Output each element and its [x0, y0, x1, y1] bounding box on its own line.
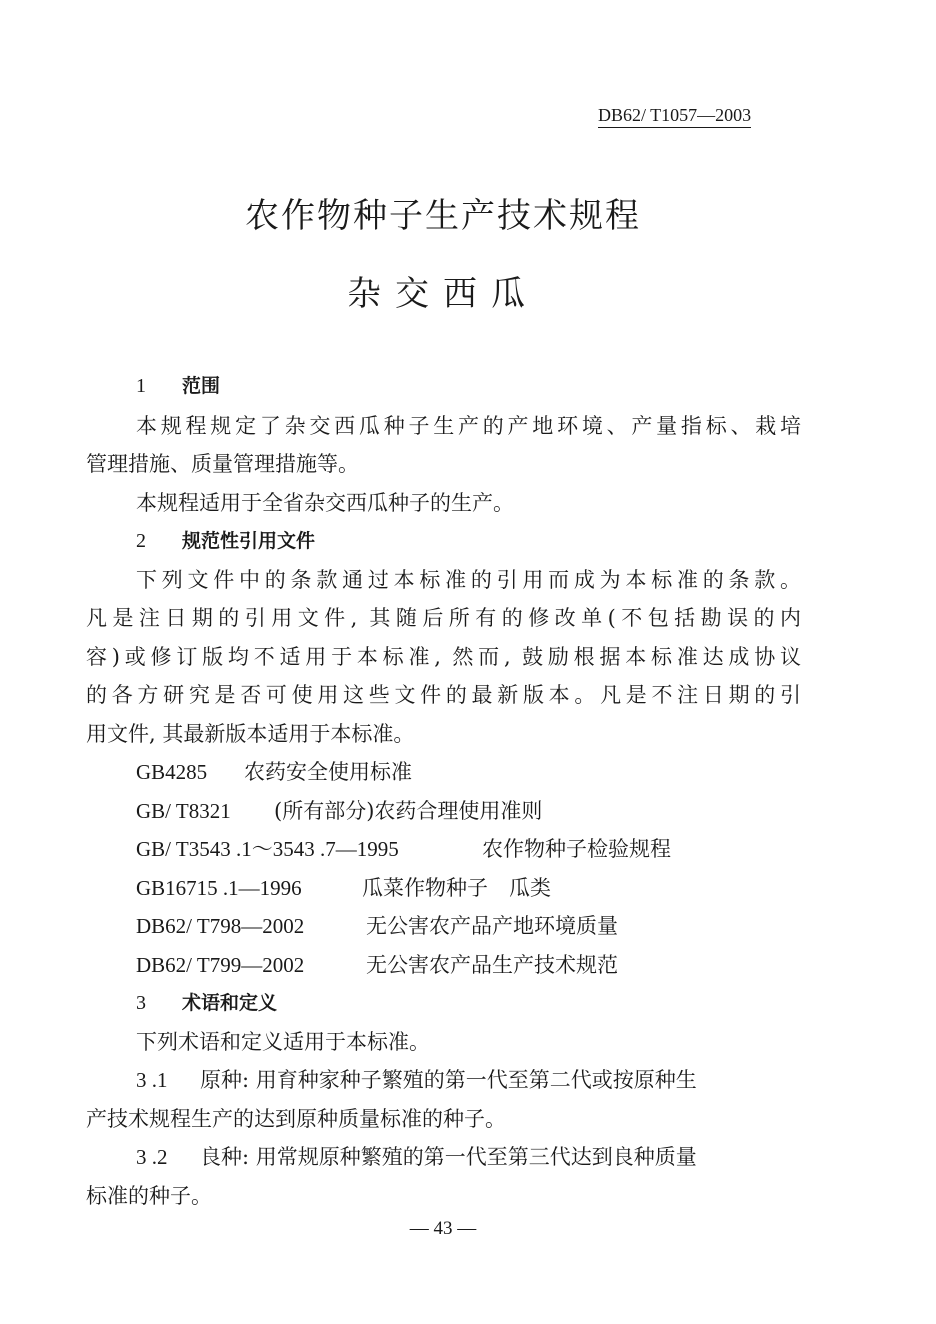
section-heading-3 — [136, 984, 801, 1022]
section-title: 术语和定义 — [182, 992, 278, 1014]
reference-item — [136, 830, 801, 868]
term-number: 3 .2 — [136, 1145, 168, 1169]
paragraph-line: 标准的种子。 — [86, 1184, 212, 1208]
reference-title: 无公害农产品产地环境质量 — [366, 914, 618, 938]
document-title: 农作物种子生产技术规程 — [245, 196, 641, 236]
section-number: 3 — [136, 992, 146, 1014]
paragraph-line: 容)或修订版均不适用于本标准, 然而, 鼓励根据本标准达成协议 — [86, 645, 801, 669]
paragraph-line: 本规程适用于全省杂交西瓜种子的生产。 — [136, 491, 514, 515]
document-subtitle: 杂交西瓜 — [347, 274, 539, 314]
reference-title: (所有部分)农药合理使用准则 — [274, 799, 543, 823]
reference-title: 无公害农产品生产技术规范 — [366, 953, 618, 977]
reference-code: GB4285 — [136, 760, 208, 784]
reference-item — [136, 946, 801, 984]
paragraph-line: 管理措施、质量管理措施等。 — [86, 452, 359, 476]
reference-code: DB62/ T799—2002 — [136, 953, 305, 977]
reference-item — [136, 869, 801, 907]
reference-code: GB/ T8321 — [136, 799, 231, 823]
paragraph-line: 产技术规程生产的达到原种质量标准的种子。 — [86, 1107, 506, 1131]
reference-item — [136, 753, 801, 791]
reference-item — [136, 907, 801, 945]
paragraph-line: 的各方研究是否可使用这些文件的最新版本。凡是不注日期的引 — [86, 683, 801, 707]
term-number: 3 .1 — [136, 1068, 168, 1092]
section-heading-2 — [136, 522, 801, 560]
term-definition: 原种: 用育种家种子繁殖的第一代至第二代或按原种生 — [200, 1068, 697, 1092]
section-number: 2 — [136, 530, 146, 552]
reference-item — [136, 792, 801, 830]
reference-title: 农作物种子检验规程 — [482, 837, 671, 861]
term-definition: 良种: 用常规原种繁殖的第一代至第三代达到良种质量 — [200, 1145, 697, 1169]
page-number: — 43 — — [409, 1218, 477, 1239]
reference-title: 农药安全使用标准 — [244, 760, 412, 784]
section-number: 1 — [136, 375, 146, 397]
paragraph-line: 用文件, 其最新版本适用于本标准。 — [86, 722, 415, 746]
term-line — [136, 1138, 801, 1176]
reference-title: 瓜菜作物种子 瓜类 — [362, 876, 551, 900]
reference-code: GB/ T3543 .1～3543 .7—1995 — [136, 837, 399, 861]
standard-code: DB62/ T1057—2003 — [598, 104, 751, 128]
paragraph-line: 下列文件中的条款通过本标准的引用而成为本标准的条款。 — [136, 568, 801, 592]
section-title: 规范性引用文件 — [182, 530, 316, 552]
term-line — [136, 1061, 801, 1099]
reference-code: GB16715 .1—1996 — [136, 876, 302, 900]
section-heading-1 — [136, 367, 801, 405]
paragraph-line: 下列术语和定义适用于本标准。 — [136, 1030, 430, 1054]
reference-code: DB62/ T798—2002 — [136, 914, 305, 938]
section-title: 范围 — [182, 375, 221, 397]
paragraph-line: 凡是注日期的引用文件, 其随后所有的修改单(不包括勘误的内 — [86, 606, 801, 630]
paragraph-line: 本规程规定了杂交西瓜种子生产的产地环境、产量指标、栽培 — [136, 414, 801, 438]
